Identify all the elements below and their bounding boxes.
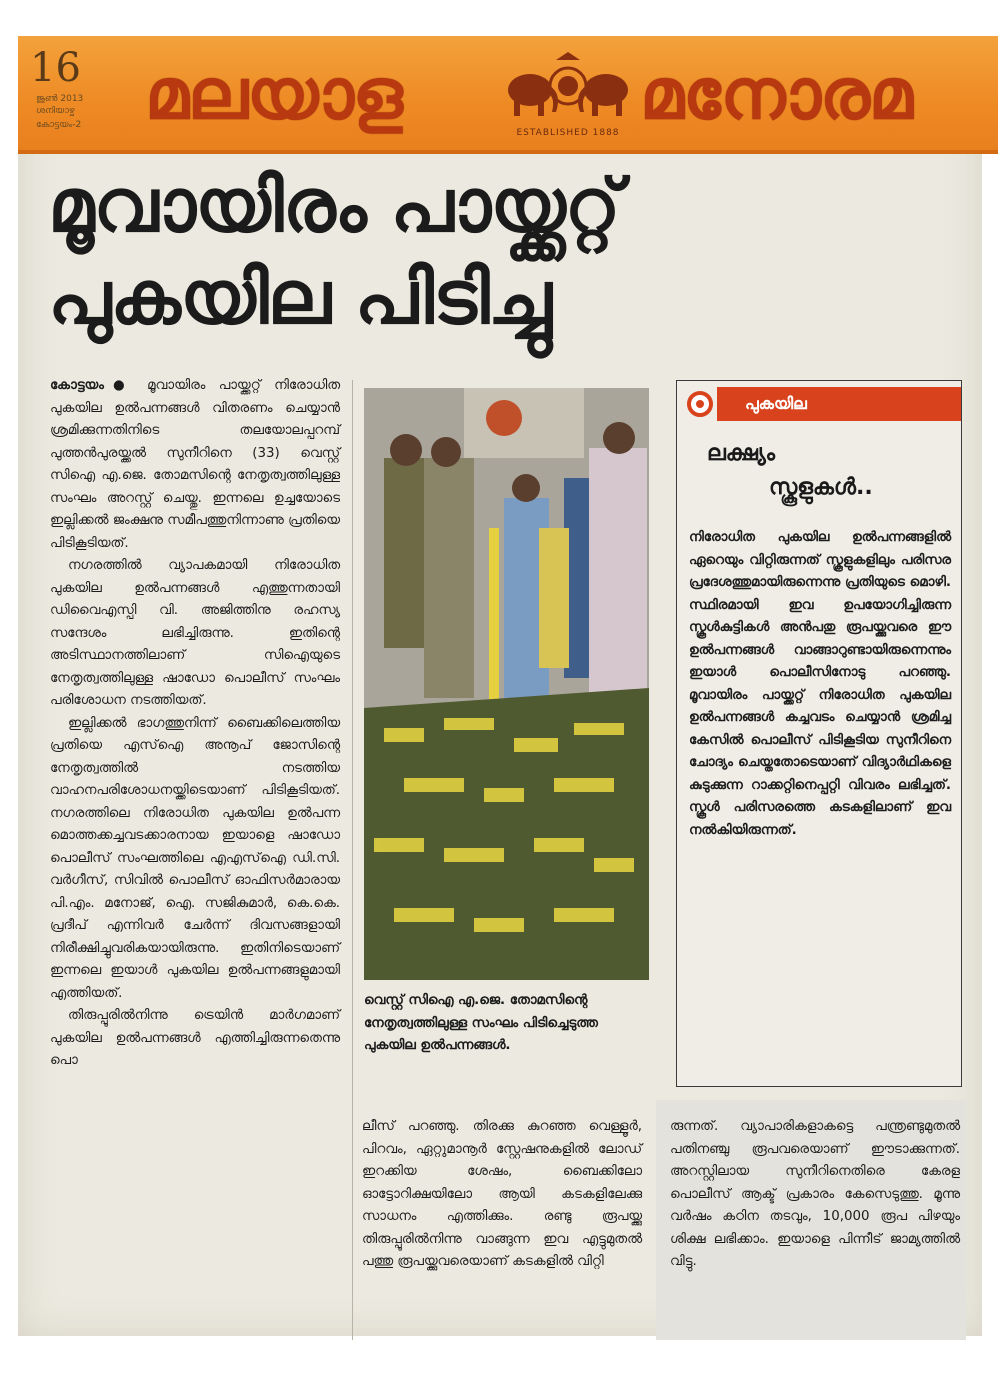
article-column-2 xyxy=(362,1116,642,1274)
headline-line-1: മൂവായിരം പായ്ക്കറ്റ് xyxy=(48,163,620,249)
sidebar-title xyxy=(677,437,961,505)
article-text: മൂവായിരം പായ്ക്കറ്റ് നിരോധിത പുകയില ഉൽപന്നങ്ങൾ വിതരണം ചെയ്യാൻ ശ്രമിക്കുന്നതിനിടെ തലയോലപ്പറമ്പ് പുത്തൻപുരയ്ക്കൽ സുനീറിനെ (33) വെസ്റ്റ് സിഐ എ.ജെ. തോമസിന്റെ നേതൃത്വത്തിലുള്ള സംഘം അറസ്റ്റ് ചെയ്തു. ഇന്നലെ ഉച്ചയോടെ ഇല്ലിക്കൽ ജംക്ഷനു സമീപത്തുനിന്നാണു പ്രതിയെ പിടികൂടിയത്. xyxy=(50,378,340,551)
news-photo xyxy=(364,388,649,980)
article-paragraph: നഗരത്തിൽ വ്യാപകമായി നിരോധിത പുകയില ഉൽപന്നങ്ങൾ എത്തുന്നതായി ഡിവൈഎസ്പി വി. അജിത്തിനു രഹസ്യ സന്ദേശം ലഭിച്ചിരുന്നു. ഇതിന്റെ അടിസ്ഥാനത്തിലാണ് സിഐയുടെ നേതൃത്വത്തിലുള്ള ഷാഡോ പൊലീസ് സംഘം പരിശോധന നടത്തിയത്. xyxy=(50,558,340,708)
established-text: ESTABLISHED 1888 xyxy=(516,128,620,138)
column-divider xyxy=(352,380,353,1340)
page-number: 16 xyxy=(30,45,81,91)
sidebar-tab-label: പുകയില xyxy=(717,387,961,421)
target-icon xyxy=(687,391,713,417)
sidebar-title-line-2: സ്കൂളുകൾ.. xyxy=(769,475,873,500)
headline xyxy=(48,160,808,344)
masthead-title-right: മനോരമ xyxy=(640,53,912,135)
weekday-line: ശനിയാഴ്ച xyxy=(36,106,75,116)
photo-caption: വെസ്റ്റ് സിഐ എ.ജെ. തോമസിന്റെ നേതൃത്വത്തിലുള്ള സംഘം പിടിച്ചെടുത്ത പുകയില ഉൽപന്നങ്ങൾ. xyxy=(364,993,598,1053)
elephant-emblem-icon xyxy=(500,50,636,140)
article-paragraph: ഇല്ലിക്കൽ ഭാഗത്തുനിന്ന് ബൈക്കിലെത്തിയ പ്രതിയെ എസ്ഐ അനൂപ് ജോസിന്റെ നേതൃത്വത്തിൽ നടത്തിയ വാഹനപരിശോധനയ്ക്കിടെയാണ് പിടികൂടിയത്. നഗരത്തിലെ നിരോധിത പുകയില ഉൽപന്ന മൊത്തക്കച്ചവടക്കാരനായ ഇയാളെ ഷാഡോ പൊലീസ് സംഘത്തിലെ എഎസ്ഐ ഡി.സി. വർഗീസ്, സിവിൽ പൊലീസ് ഓഫിസർമാരായ പി.എം. മനോജ്, ഐ. സജികുമാർ, കെ.കെ. പ്രദീപ് എന്നിവർ ചേർന്ന് ദിവസങ്ങളായി നിരീക്ഷിച്ചുവരികയായിരുന്നു. ഇതിനിടെയാണ് ഇന്നലെ ഇയാൾ പുകയില ഉൽപന്നങ്ങളുമായി എത്തിയത്. xyxy=(50,715,340,1001)
masthead-title-left: മലയാള xyxy=(145,53,402,135)
article-dateline: കോട്ടയം● xyxy=(50,378,134,393)
sidebar-box xyxy=(676,380,962,1087)
article-column-3 xyxy=(670,1116,960,1274)
headline-line-2: പുകയില പിടിച്ചു xyxy=(48,255,551,341)
article-paragraph: രുന്നത്. വ്യാപാരികളാകട്ടെ പന്ത്രണ്ടുമുതൽ പതിനഞ്ചു രൂപവരെയാണ് ഈടാക്കുന്നത്. അറസ്റ്റിലായ സുനീറിനെതിരെ കേരള പൊലീസ് ആക്ട് പ്രകാരം കേസെടുത്തു. മൂന്നു വർഷം കഠിന തടവും, 10,000 രൂപ പിഴയും ശിക്ഷ ലഭിക്കാം. ഇയാളെ പിന്നീട് ജാമ്യത്തിൽ വിട്ടു. xyxy=(670,1119,960,1269)
masthead-rule xyxy=(18,150,998,154)
article-paragraph: തിരുപ്പൂരിൽനിന്നു ട്രെയിൻ മാർഗമാണ് പുകയില ഉൽപന്നങ്ങൾ എത്തിച്ചിരുന്നതെന്നു പൊ xyxy=(50,1008,340,1068)
article-column-1 xyxy=(50,375,340,1073)
date-line: ജൂൺ 2013 xyxy=(36,94,84,104)
sidebar-body: നിരോധിത പുകയില ഉൽപന്നങ്ങളിൽ ഏറെയും വിറ്റിരുന്നത് സ്കൂളുകളിലും പരിസര പ്രദേശത്തുമായിരുന്നെന്നു പ്രതിയുടെ മൊഴി. സ്ഥിരമായി ഇവ ഉപയോഗിച്ചിരുന്ന സ്കൂൾകുട്ടികൾ അൻപതു രൂപയ്ക്കുവരെ ഈ ഉൽപന്നങ്ങൾ വാങ്ങാറുണ്ടായിരുന്നെന്നും ഇയാൾ പൊലീസിനോടു പറഞ്ഞു. മൂവായിരം പായ്ക്കറ്റ് നിരോധിത പുകയില ഉൽപന്നങ്ങൾ കച്ചവടം ചെയ്യാൻ ശ്രമിച്ച കേസിൽ പൊലീസ് പിടികൂടിയ സുനീറിനെ ചോദ്യം ചെയ്തതോടെയാണ് വിദ്യാർഥികളെ കുടുക്കുന്ന റാക്കറ്റിനെപ്പറ്റി വിവരം ലഭിച്ചത്. സ്കൂൾ പരിസരത്തെ കടകളിലാണ് ഇവ നൽകിയിരുന്നത്. xyxy=(689,530,951,838)
article-paragraph xyxy=(50,375,340,555)
sidebar-tab xyxy=(677,381,961,421)
article-paragraph: ലീസ് പറഞ്ഞു. തിരക്കു കുറഞ്ഞ വെള്ളൂർ, പിറവം, ഏറ്റുമാനൂർ സ്റ്റേഷനുകളിൽ ലോഡ് ഇറക്കിയ ശേഷം, ബൈക്കിലോ ഓട്ടോറിക്ഷയിലോ ആയി കടകളിലേക്കു സാധനം എത്തിക്കും. രണ്ടു രൂപയ്ക്കു തിരുപ്പൂരിൽനിന്നു വാങ്ങുന്ന ഇവ എട്ടുമുതൽ പത്തു രൂപയ്ക്കുവരെയാണ് കടകളിൽ വിറ്റി xyxy=(362,1119,642,1269)
sidebar-title-line-1: ലക്ഷ്യം xyxy=(707,441,776,466)
edition-line: കോട്ടയം-2 xyxy=(36,120,82,130)
